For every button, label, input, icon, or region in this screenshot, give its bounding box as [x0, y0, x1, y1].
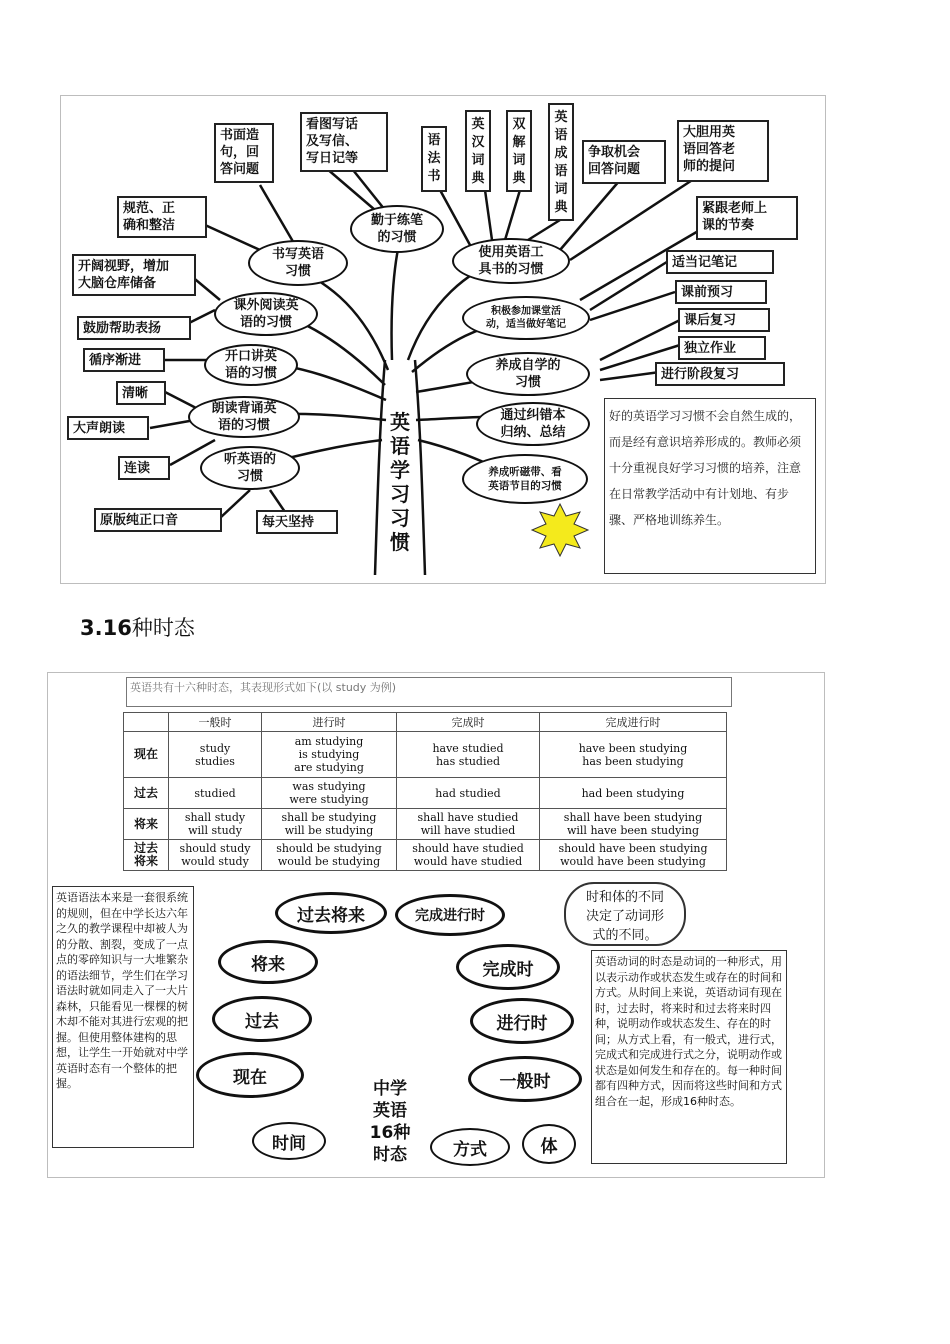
tree1-trunk-label: 英 语 学 习 习 惯 [390, 410, 410, 554]
section-title: 种时态 [131, 616, 195, 640]
habit-class-activities: 积极参加课堂活 动，适当做好笔记 [462, 296, 590, 340]
table-cell: studied [169, 778, 262, 809]
detail-neat: 规范、正 确和整洁 [117, 196, 207, 238]
habit-speaking: 开口讲英 语的习惯 [204, 344, 298, 386]
detail-write-sentences: 书面造 句，回 答问题 [214, 123, 274, 183]
table-cell: should have been studying would have been studying [540, 840, 727, 871]
table-cell: should be studying would be studying [262, 840, 397, 871]
tense-past: 过去 [212, 996, 312, 1042]
tense-future: 将来 [218, 940, 318, 984]
table-cell: shall have been studying will have been studying [540, 809, 727, 840]
table-cell: had been studying [540, 778, 727, 809]
detail-preview: 课前预习 [675, 280, 767, 304]
tense-perfect-progressive: 完成进行时 [395, 894, 505, 936]
detail-review: 课后复习 [678, 308, 770, 332]
tense-simple: 一般时 [468, 1056, 582, 1102]
table-cell: shall study will study [169, 809, 262, 840]
detail-follow-teacher: 紧跟老师上 课的节奏 [696, 196, 798, 240]
tense-past-future: 过去将来 [275, 892, 387, 934]
detail-daily: 每天坚持 [256, 510, 338, 534]
detail-clear: 清晰 [116, 381, 166, 405]
table-cell: shall have studied will have studied [397, 809, 540, 840]
table-cell: was studying were studying [262, 778, 397, 809]
detail-idiom-dict: 英 语 成 语 词 典 [548, 103, 574, 221]
habit-reciting: 朗读背诵英 语的习惯 [188, 396, 300, 438]
detail-en-cn-dict: 英 汉 词 典 [465, 110, 491, 192]
table-row-header: 过去 将来 [124, 840, 169, 871]
detail-fluent: 连读 [118, 456, 170, 480]
tense-cloud-note: 时和体的不同 决定了动词形 式的不同。 [564, 882, 686, 946]
detail-seize-chance: 争取机会 回答问题 [582, 140, 666, 184]
habit-listening: 听英语的 习惯 [200, 446, 300, 490]
detail-homework: 独立作业 [678, 336, 766, 360]
table-cell: should have studied would have studied [397, 840, 540, 871]
habit-self-study: 养成自学的 习惯 [466, 352, 590, 396]
tree2-trunk-label: 中学 英语 16种 时态 [369, 1079, 411, 1165]
table-col-header: 完成时 [397, 713, 540, 732]
detail-picture-writing: 看图写话 及写信、 写日记等 [300, 112, 388, 172]
detail-stage-review: 进行阶段复习 [655, 362, 785, 386]
table-row-header: 将来 [124, 809, 169, 840]
table-cell: should study would study [169, 840, 262, 871]
table-cell: had studied [397, 778, 540, 809]
table-row [124, 809, 727, 840]
table-cell: study studies [169, 732, 262, 778]
root-aspect: 体 [522, 1124, 576, 1164]
table-cell: have studied has studied [397, 732, 540, 778]
table-col-header: 一般时 [169, 713, 262, 732]
table-row [124, 840, 727, 871]
table-cell: am studying is studying are studying [262, 732, 397, 778]
table-col-header [124, 713, 169, 732]
table-col-header: 完成进行时 [540, 713, 727, 732]
table-row [124, 732, 727, 778]
tense-present: 现在 [196, 1052, 304, 1098]
detail-grammar-book: 语 法 书 [421, 126, 447, 192]
habit-extra-reading: 课外阅读英 语的习惯 [214, 292, 318, 336]
tense-table [123, 712, 727, 871]
table-row [124, 778, 727, 809]
tense-perfect: 完成时 [456, 944, 560, 990]
tense-progressive: 进行时 [470, 998, 574, 1044]
detail-step-by-step: 循序渐进 [83, 348, 165, 372]
detail-pure-accent: 原版纯正口音 [94, 508, 222, 532]
detail-broaden: 开阔视野，增加 大脑仓库储备 [72, 254, 196, 296]
tense-table-header [124, 713, 727, 732]
tense-right-note: 英语动词的时态是动词的一种形式，用以表示动作或状态发生或存在的时间和方式。从时间上来说，英语动词有现在时，过去时，将来时和过去将来时四种，说明动作或状态发生、存在的时间；从方式上看，有一般式，进行式，完成式和完成进行式之分，说明动作或状态是如何发生和存在的。每一种时间都有四种方式，因而将这些时间和方式组合在一起，形成16种时态。 [591, 950, 787, 1164]
habit-practice-writing: 勤于练笔 的习惯 [350, 205, 444, 253]
habit-error-notebook: 通过纠错本 归纳、总结 [476, 402, 590, 446]
table-row-header: 现在 [124, 732, 169, 778]
section-number: 3.16 [80, 616, 132, 640]
habit-reference-books: 使用英语工 具书的习惯 [452, 238, 570, 284]
sun-burst-1 [532, 504, 588, 556]
detail-notes: 适当记笔记 [666, 250, 774, 274]
root-manner: 方式 [430, 1128, 510, 1166]
table-col-header: 进行时 [262, 713, 397, 732]
habits-note: 好的英语学习习惯不会自然生成的，而是经有意识培养形成的。教师必须十分重视良好学习习惯的培养，注意在日常教学活动中有计划地、有步骤、严格地训练养生。 [604, 398, 816, 574]
tense-table-caption: 英语共有十六种时态，其表现形式如下(以 study 为例) [126, 677, 732, 707]
detail-encourage: 鼓励帮助表扬 [77, 316, 191, 340]
tense-left-note: 英语语法本来是一套很系统的规则，但在中学长达六年之久的教学课程中却被人为的分散、割裂，变成了一点点的零碎知识与一大堆繁杂的语法细节，学生们在学习语法时就如同走入了一大片森林，只能看见一棵棵的树木却不能对其进行宏观的把握。但使用整体建构的思想，让学生一开始就对中学英语时态有一个整体的把握。 [52, 886, 194, 1148]
detail-loud: 大声朗读 [67, 416, 149, 440]
root-time: 时间 [252, 1122, 326, 1160]
habit-tapes-programs: 养成听磁带、看 英语节目的习惯 [462, 454, 588, 504]
table-cell: have been studying has been studying [540, 732, 727, 778]
detail-bilingual-dict: 双 解 词 典 [506, 110, 532, 192]
detail-bold-answer: 大胆用英 语回答老 师的提问 [677, 120, 769, 182]
habit-writing: 书写英语 习惯 [248, 240, 348, 286]
table-cell: shall be studying will be studying [262, 809, 397, 840]
section-heading [80, 612, 195, 642]
table-row-header: 过去 [124, 778, 169, 809]
